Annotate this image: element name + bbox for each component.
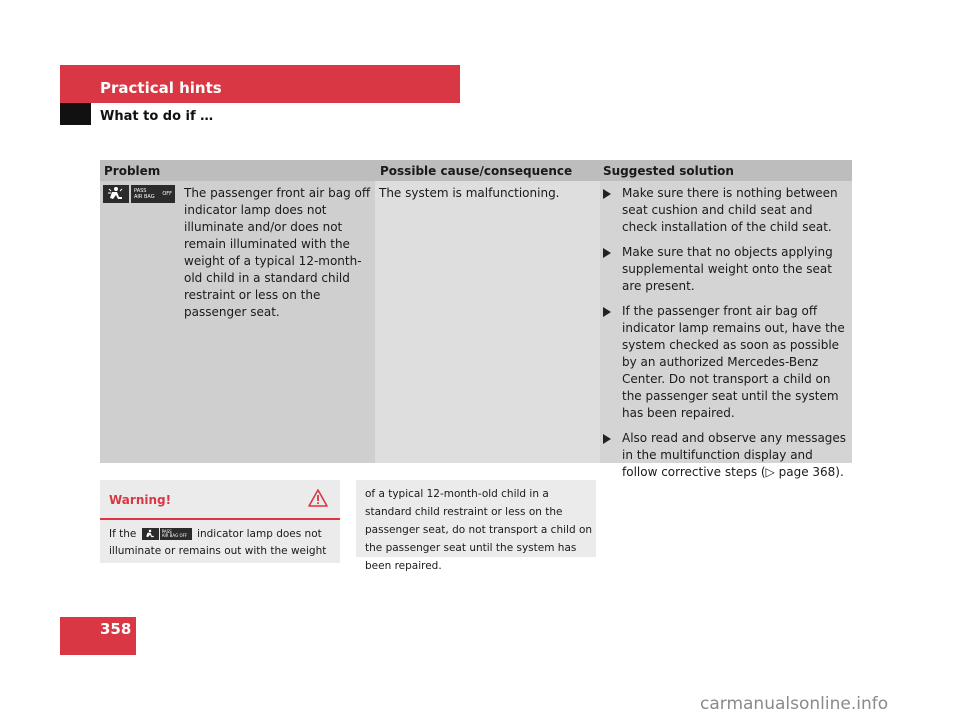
lamp-label-pass: PASS: [134, 188, 147, 194]
bullet-arrow-icon: [603, 248, 611, 258]
list-item: [600, 244, 850, 295]
page-subtitle: What to do if …: [100, 109, 214, 124]
solution-step-1: Make sure there is nothing between seat cushion and child seat and check installation of the child seat.: [622, 186, 838, 234]
solution-step-4: Also read and observe any messages in the multifunction display and follow corrective steps (▷ page 368).: [622, 431, 847, 479]
lamp-label-off: OFF: [179, 533, 188, 538]
warning-box: [100, 480, 340, 563]
cause-text: The system is malfunctioning.: [379, 186, 560, 200]
solution-cell: [600, 181, 852, 479]
watermark: carmanualsonline.info: [700, 694, 889, 714]
solution-step-3: If the passenger front air bag off indicator lamp remains out, have the system checked as soon as possible by an authorized Mercedes-Benz Center. Do not transport a child on the passenger seat until the system has been repaired.: [622, 304, 845, 420]
lamp-label-off: OFF: [162, 191, 172, 197]
warning-text-start: If the: [109, 528, 137, 540]
column-header-solution: Suggested solution: [603, 164, 734, 178]
warning-text-end: indicator lamp does not illuminate or remains out with the weight: [109, 528, 327, 557]
section-title: Practical hints: [100, 79, 222, 97]
bullet-arrow-icon: [603, 307, 611, 317]
lamp-label-airbag: AIR BAG: [134, 194, 155, 200]
table-header-row: [100, 160, 852, 181]
bullet-arrow-icon: [603, 189, 611, 199]
lamp-label-airbag: AIR BAG: [161, 533, 179, 538]
list-item: [600, 185, 850, 236]
problem-text: The passenger front air bag off indicator lamp does not illuminate and/or does not remain illuminated with the weight of a typical 12-month-old child in a standard child restraint or less on the passenger seat.: [184, 186, 371, 319]
subtitle-marker: [60, 103, 91, 125]
column-header-problem: Problem: [104, 164, 161, 178]
column-header-cause: Possible cause/consequence: [380, 164, 573, 178]
warning-continuation-text: of a typical 12-month-old child in a standard child restraint or less on the passenger seat, do not transport a child on the passenger seat until the system has been repaired.: [365, 488, 593, 572]
solution-step-2: Make sure that no objects applying supplemental weight onto the seat are present.: [622, 245, 833, 293]
page-number: 358: [100, 620, 132, 638]
airbag-off-indicator-lamp: [103, 185, 175, 203]
airbag-child-seat-icon: [103, 185, 131, 203]
warning-title: Warning!: [109, 493, 172, 507]
bullet-arrow-icon: [603, 434, 611, 444]
warning-text: [109, 526, 334, 560]
airbag-off-indicator-lamp-inline: [142, 528, 192, 540]
warning-continuation-box: [356, 480, 596, 572]
warning-triangle-icon: [308, 489, 328, 511]
problem-cell: [100, 181, 375, 463]
solution-list: [600, 185, 850, 489]
cause-cell: [375, 181, 600, 463]
warning-divider: [100, 518, 340, 520]
list-item: [600, 430, 850, 481]
airbag-child-seat-icon: [142, 528, 160, 540]
list-item: [600, 303, 850, 422]
lamp-label-pass: PASS: [161, 529, 172, 534]
